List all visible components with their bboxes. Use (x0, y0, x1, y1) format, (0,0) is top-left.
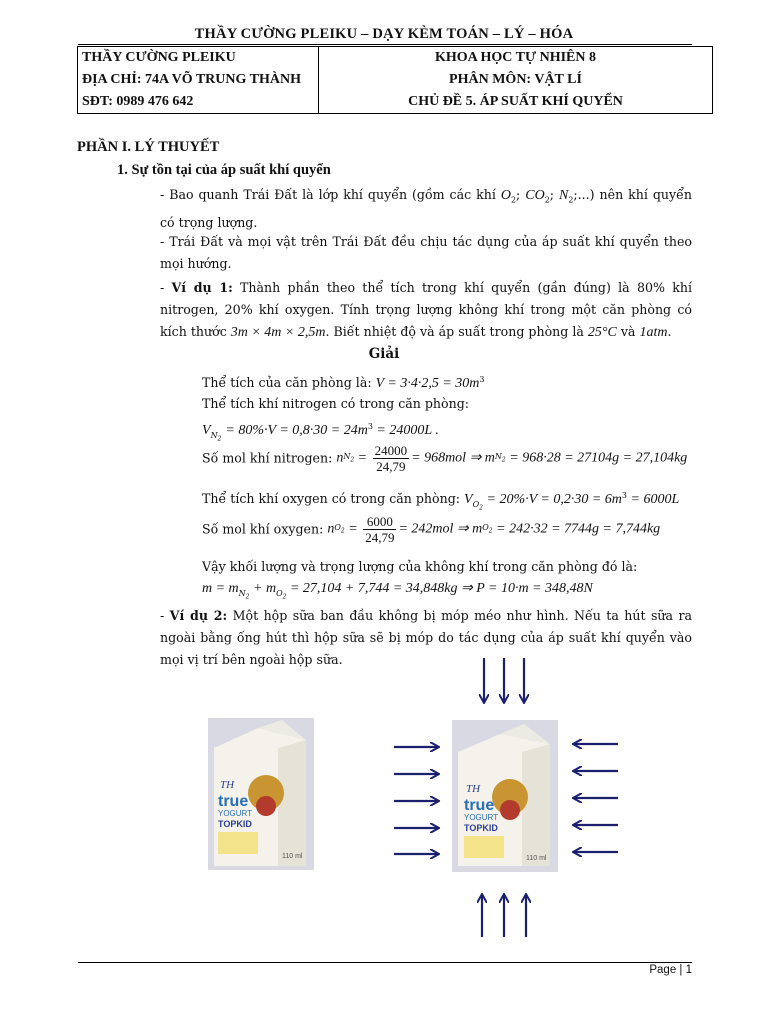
example-2-text: Một hộp sữa ban đầu không bị móp méo như hình. Nếu ta hút sữa ra ngoài bằng ống hút thì hộp sữa sẽ bị móp do tác dụng của áp suất khí quyển vào mọi vị trí bên ngoài hộp sữa. (160, 608, 692, 667)
fraction-oxygen: $\frac{6000}{24,79}$ (365, 514, 395, 545)
solution-line-final: $m = m_{N_2} + m_{O_2} = 27,104 + 7,744 = 34,848kg$ ⇒ P = 10·m = 348,48N (202, 581, 593, 601)
room-pressure: 1atm (639, 325, 668, 340)
solution-l4-text: Số mol khí nitrogen: (202, 450, 337, 466)
fraction-nitrogen: $\frac{24000}{24,79}$ (374, 443, 408, 474)
arrows-right (574, 744, 618, 852)
solution-l6-rest: = 242mol ⇒ m (398, 521, 483, 537)
solution-l5-end: = 6000L (627, 492, 680, 508)
solution-l8b: + m (249, 581, 277, 596)
solution-l8c: = 27,104 + 7,744 = 34,848kg ⇒ P = 10·m = 348,48N (286, 581, 593, 596)
header-subject: KHOA HỌC TỰ NHIÊN 8 (319, 47, 713, 70)
solution-l4-rest: = 968mol ⇒ m (411, 450, 495, 466)
paragraph-pressure-directions: - Trái Đất và mọi vật trên Trái Đất đều chịu tác dụng của áp suất khí quyển theo mọi hướng. (160, 234, 692, 271)
carton2-sub-text: YOGURT (464, 813, 499, 822)
solution-title: Giải (368, 346, 400, 362)
para1-text-a: - Bao quanh Trái Đất là lớp khí quyển (gồm các khí (160, 187, 501, 202)
part-title: PHẦN I. LÝ THUYẾT (77, 139, 220, 155)
example-1-text2: . Biết nhiệt độ và áp suất trong phòng là (325, 324, 588, 339)
solution-l6-text: Số mol khí oxygen: (202, 521, 328, 537)
carton2-kid-text: TOPKID (464, 823, 498, 833)
solution-l3-math: = 80%·V = 0,8·30 = 24m (225, 423, 368, 439)
solution-line-oxygen-mol: Số mol khí oxygen: $nO_2$ = $\frac{6000}{24,79}$ = 242mol ⇒ $mO_2 = 242\cdot 32 = 7744g = 7,744kg$ (202, 514, 661, 545)
header-topic: CHỦ ĐỀ 5. ÁP SUẤT KHÍ QUYỂN (319, 91, 713, 114)
milk-carton-image-original (208, 718, 314, 870)
example-2: - Ví dụ 2: Một hộp sữa ban đầu không bị móp méo như hình. Nếu ta hút sữa ra ngoài bằng ống hút thì hộp sữa sẽ bị móp do tác dụng của áp suất khí quyển vào mọi vị trí bên ngoài hộp sữa. (160, 608, 692, 667)
carton2-brand-text: TH (466, 783, 481, 795)
solution-line-volume: Thể tích của căn phòng là: $V = 3\cdot 4\cdot 2,5 = 30m^3$ (202, 375, 485, 392)
header-teacher-name: THẦY CƯỜNG PLEIKU (78, 47, 319, 70)
section-title: 1. Sự tồn tại của áp suất khí quyển (117, 162, 331, 178)
document-top-title: THẦY CƯỜNG PLEIKU – DẠY KÈM TOÁN – LÝ – HÓA (194, 26, 574, 42)
example-1: - Ví dụ 1: Thành phần theo thể tích trong khí quyển (gần đúng) là 80% khí nitrogen, 20% khí oxygen. Tính trọng lượng không khí trong một căn phòng có kích thước 3m × 4m × 2,5m. Biết nhiệt độ và áp suất trong phòng là 25°C và 1atm. (160, 280, 692, 340)
solution-l6-rest2: = 242·32 = 7744g = 7,744kg (492, 521, 661, 537)
arrows-bottom (482, 895, 526, 937)
solution-line-nitrogen-mol: Số mol khí nitrogen: $nN_2$ = $\frac{24000}{24,79}$ = 968mol ⇒ $mN_2 = 968\cdot 28 = 27104g = 27,104kg$ (202, 443, 688, 474)
solution-line-oxygen-volume: Thể tích khí oxygen có trong căn phòng: $V_{O_2} = 20\%\cdot V = 0,2\cdot 30 = 6m^3 = 6000L$ (202, 491, 680, 512)
example-1-and: và (616, 324, 640, 339)
carton-name-text: true (218, 793, 249, 810)
example-1-label: Ví dụ 1: (171, 280, 233, 295)
example-1-end: . (667, 324, 672, 339)
paragraph-atmosphere: - Bao quanh Trái Đất là lớp khí quyển (gồm các khí $O_2$; $CO_2$; $N_2$;...) nên khí quyển có trọng lượng. (160, 187, 692, 230)
example-1-text: Thành phần theo thể tích trong khí quyển (gần đúng) là 80% khí nitrogen, 20% khí oxygen. Tính trọng lượng không khí trong một căn phòng có kích thước (160, 280, 692, 339)
page-number: Page | 1 (649, 964, 692, 976)
top-rule (78, 44, 692, 45)
solution-line-nitrogen-volume-label: Thể tích khí nitrogen có trong căn phòng: (202, 396, 470, 411)
solution-l5-text: Thể tích khí oxygen có trong căn phòng: (202, 491, 465, 507)
room-dimensions: 3m × 4m × 2,5m (230, 325, 326, 340)
carton-kid-text: TOPKID (218, 819, 252, 829)
solution-l1-text: Thể tích của căn phòng là: (202, 375, 376, 391)
arrows-left (394, 747, 438, 854)
carton2-volume-text: 110 ml (526, 855, 547, 862)
solution-l4-rest2: = 968·28 = 27104g = 27,104kg (505, 450, 688, 466)
carton-sub-text: YOGURT (218, 809, 253, 818)
header-phone: SĐT: 0989 476 642 (78, 91, 319, 114)
header-address: ĐỊA CHỈ: 74A VÕ TRUNG THÀNH (78, 69, 319, 91)
carton-brand-text: TH (220, 779, 235, 791)
pressure-arrows-diagram (380, 650, 640, 945)
room-temperature: 25°C (587, 325, 617, 340)
header-branch: PHÂN MÔN: VẬT LÍ (319, 69, 713, 91)
para1-text-b: ) nên khí quyển có trọng lượng. (160, 187, 692, 230)
arrows-top (484, 658, 524, 702)
solution-line-conclusion: Vậy khối lượng và trọng lượng của không khí trong căn phòng đó là: (202, 559, 638, 574)
solution-l8a: m = m (202, 581, 239, 596)
solution-l1-math: V = 3·4·2,5 = 30m (375, 376, 480, 392)
header-table (77, 46, 713, 114)
solution-line-nitrogen-volume: $V_{N_2} = 80\%\cdot V = 0,8\cdot 30 = 24m^3 = 24000L$ . (202, 422, 439, 443)
footer-rule (78, 962, 692, 963)
carton-volume-text: 110 ml (282, 853, 303, 860)
solution-l5-math: = 20%·V = 0,2·30 = 6m (483, 492, 622, 508)
solution-l3-end: = 24000L . (372, 423, 439, 439)
carton2-name-text: true (464, 797, 495, 814)
example-2-label: Ví dụ 2: (169, 608, 228, 623)
